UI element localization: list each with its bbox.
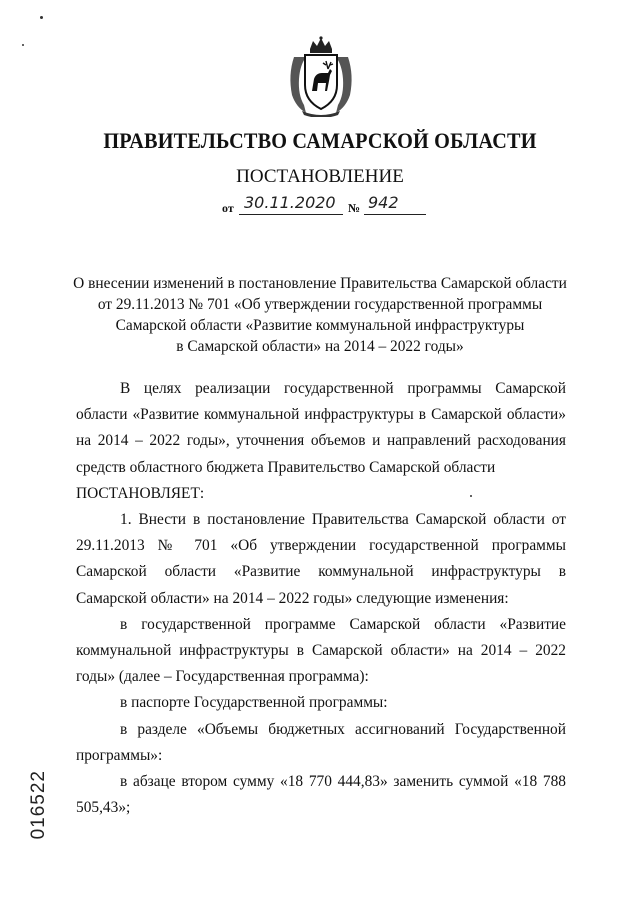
scan-speck bbox=[22, 44, 24, 46]
date-underline bbox=[239, 214, 343, 215]
paragraph-passport: в паспорте Государственной программы: bbox=[120, 694, 388, 712]
date-prefix: от bbox=[222, 201, 234, 215]
document-subject bbox=[60, 273, 580, 357]
number-underline bbox=[364, 214, 426, 215]
subject-line: О внесении изменений в постановление Правительства Самарской области bbox=[73, 275, 567, 292]
number-value: 942 bbox=[368, 193, 399, 212]
paragraph-resolves: ПОСТАНОВЛЯЕТ: bbox=[76, 484, 205, 502]
paragraph-preamble: В целях реализации государственной программы Самарской области «Развитие коммунальной инфраструктуры в Самарской области» на 2014 – 2022 годы», уточнения объемов и направлений расходования средств областного бюджета Правительство Самарской области bbox=[76, 380, 566, 476]
subject-line: в Самарской области» на 2014 – 2022 годы» bbox=[176, 338, 464, 355]
number-prefix: № bbox=[348, 201, 361, 215]
paragraph-section: в разделе «Объемы бюджетных ассигнований Государственной программы»: bbox=[76, 720, 566, 764]
scan-speck bbox=[40, 16, 43, 19]
date-value: 30.11.2020 bbox=[244, 193, 336, 212]
scan-speck bbox=[470, 495, 472, 497]
paragraph-state-program: в государственной программе Самарской области «Развитие коммунальной инфраструктуры в Самарской области» на 2014 – 2022 годы» (далее – Государственная программа): bbox=[76, 615, 566, 686]
organization-title: ПРАВИТЕЛЬСТВО САМАРСКОЙ ОБЛАСТИ bbox=[103, 128, 537, 153]
document-type: ПОСТАНОВЛЕНИЕ bbox=[236, 166, 404, 187]
date-number-line bbox=[222, 193, 432, 216]
subject-line: Самарской области «Развитие коммунальной инфраструктуры bbox=[115, 317, 525, 334]
paragraph-amount-change: в абзаце втором сумму «18 770 444,83» заменить суммой «18 788 505,43»; bbox=[76, 773, 566, 817]
subject-line: от 29.11.2013 № 701 «Об утверждении государственной программы bbox=[97, 296, 543, 313]
paragraph-item-1: 1. Внести в постановление Правительства Самарской области от 29.11.2013 № 701 «Об утверждении государственной программы Самарской области «Развитие коммунальной инфраструктуры в Самарской области» на 2014 – 2022 годы» следующие изменения: bbox=[76, 511, 566, 607]
side-serial-number: 016522 bbox=[28, 770, 49, 840]
coat-of-arms-emblem bbox=[286, 35, 356, 117]
document-body bbox=[76, 376, 566, 821]
